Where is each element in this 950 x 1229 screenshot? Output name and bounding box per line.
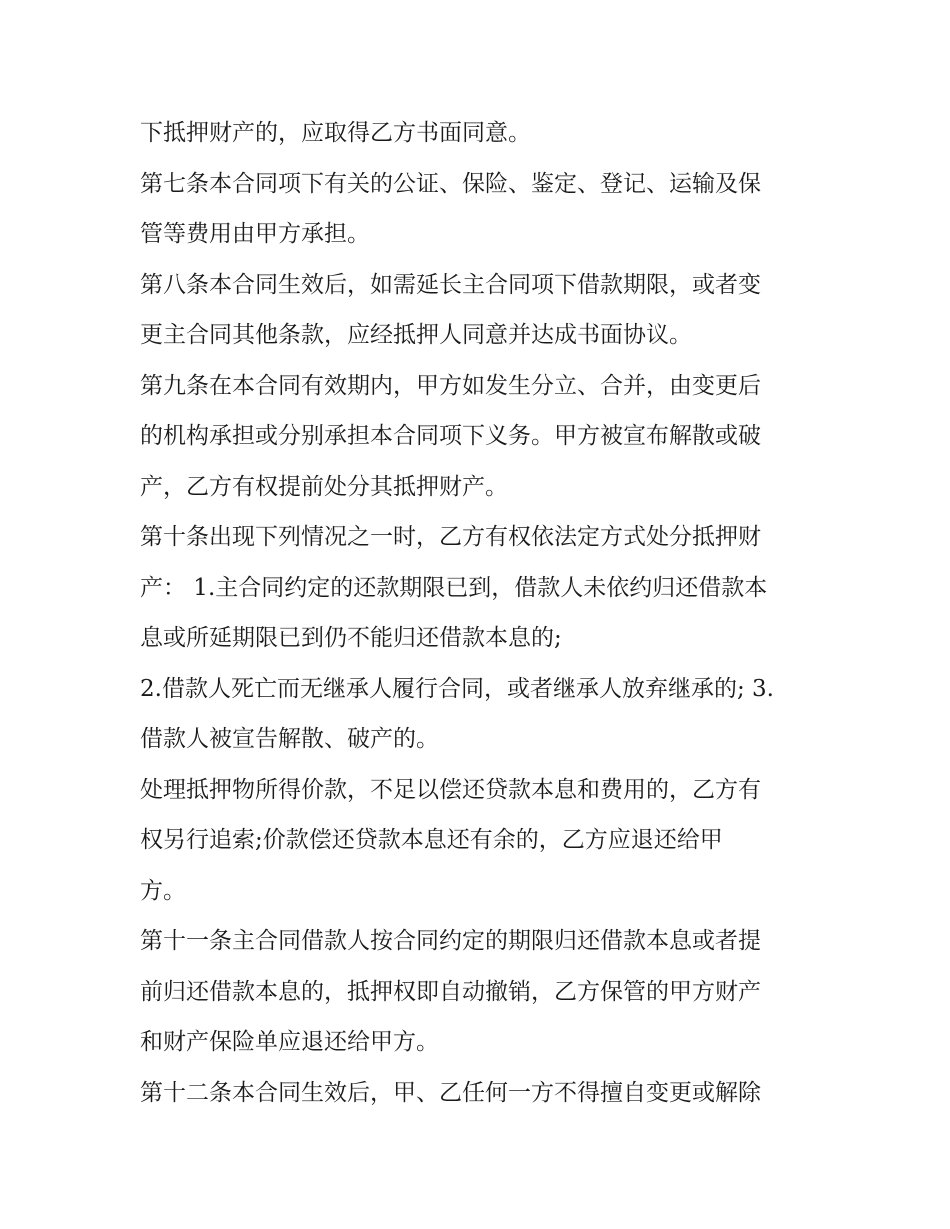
paragraph-clause-11 bbox=[140, 916, 820, 1068]
text-line: 前归还借款本息的，抵押权即自动撤销，乙方保管的甲方财产 bbox=[140, 978, 761, 1005]
paragraph-proceeds-handling bbox=[140, 765, 820, 917]
paragraph-clause-9 bbox=[140, 361, 820, 513]
text-line: 第十一条主合同借款人按合同约定的期限归还借款本息或者提 bbox=[140, 928, 761, 954]
text-line: 第十条出现下列情况之一时，乙方有权依法定方式处分抵押财 bbox=[140, 524, 761, 550]
text-line: 第八条本合同生效后，如需延长主合同项下借款期限，或者变 bbox=[140, 271, 761, 298]
paragraph-clause-10-items bbox=[140, 664, 820, 765]
text-line: 第九条在本合同有效期内，甲方如发生分立、合并，由变更后 bbox=[140, 372, 761, 399]
text-line: 和财产保险单应退还给甲方。 bbox=[140, 1029, 439, 1055]
paragraph-clause-7 bbox=[140, 159, 820, 260]
paragraph-clause-10 bbox=[140, 512, 820, 664]
paragraph-clause-12 bbox=[140, 1068, 820, 1119]
text-line: 方。 bbox=[140, 877, 186, 904]
text-line: 息或所延期限已到仍不能归还借款本息的; bbox=[140, 625, 562, 651]
text-line: 第七条本合同项下有关的公证、保险、鉴定、登记、运输及保 bbox=[140, 170, 761, 197]
paragraph-clause-6-continuation bbox=[140, 108, 820, 159]
text-line: 2.借款人死亡而无继承人履行合同，或者继承人放弃继承的; 3. bbox=[140, 675, 774, 702]
text-line: 管等费用由甲方承担。 bbox=[140, 221, 370, 247]
paragraph-clause-8 bbox=[140, 260, 820, 361]
text-line: 处理抵押物所得价款，不足以偿还贷款本息和费用的，乙方有 bbox=[140, 776, 761, 803]
text-line: 借款人被宣告解散、破产的。 bbox=[140, 726, 439, 752]
text-line: 下抵押财产的，应取得乙方书面同意。 bbox=[140, 120, 531, 146]
text-line: 产，乙方有权提前处分其抵押财产。 bbox=[140, 473, 508, 500]
text-line: 更主合同其他条款，应经抵押人同意并达成书面协议。 bbox=[140, 322, 692, 348]
text-line: 权另行追索;价款偿还贷款本息还有余的，乙方应退还给甲 bbox=[140, 827, 723, 853]
text-line: 第十二条本合同生效后，甲、乙任何一方不得擅自变更或解除 bbox=[140, 1079, 761, 1106]
text-line: 的机构承担或分别承担本合同项下义务。甲方被宣布解散或破 bbox=[140, 423, 761, 449]
text-line: 产： 1.主合同约定的还款期限已到，借款人未依约归还借款本 bbox=[140, 574, 768, 601]
contract-text-body bbox=[140, 108, 820, 1118]
